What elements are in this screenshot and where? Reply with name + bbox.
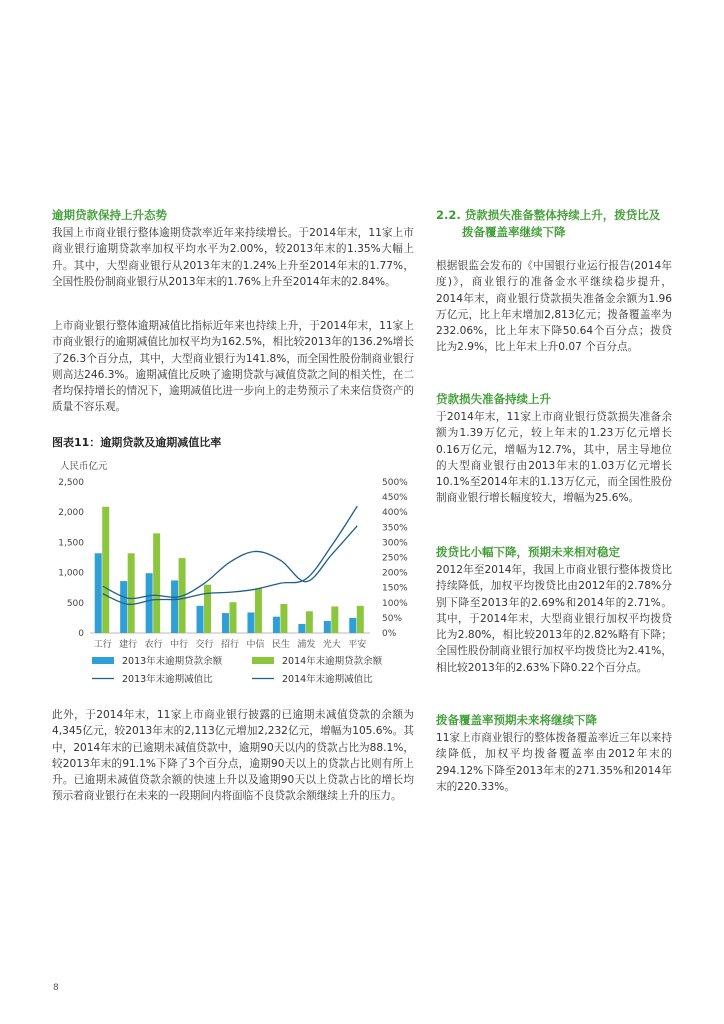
bar	[324, 621, 331, 633]
x-tick-label: 浦发	[297, 640, 316, 650]
y-left-tick-label: 1,500	[58, 538, 84, 549]
legend-label: 2014年末逾期贷款余额	[282, 656, 383, 667]
legend-label: 2013年末逾期减值比	[122, 674, 213, 685]
y-right-tick-label: 400%	[382, 508, 408, 519]
series-line	[103, 526, 358, 599]
paragraph-provision-1: 根据银监会发布的《中国银行业运行报告(2014年度)》，商业银行的准备金水平继续稳步提升，2014年末，商业银行贷款损失准备金余额为1.96万亿元，比上年末增加2,813亿元；拨备覆盖率为232.06%，比上年末下降50.64个百分点；拨贷比为2.9%，比上年末上升0.07 个百分点。	[436, 260, 672, 354]
bar	[153, 533, 160, 633]
paragraph-provision-3: 2012年至2014年，我国上市商业银行整体拨贷比持续降低，加权平均拨贷比由2012年的2.78%分别下降至2013年的2.69%和2014年的2.71%。其中，于2014年末，大型商业银行加权平均拨贷比为2.80%，相比较2013年的2.82%略有下降；全国性股份制商业银行加权平均拨贷比为2.41%，相比较2013年的2.63%下降0.22个百分点。	[436, 564, 672, 674]
section-title-line1: 2.2. 贷款损失准备整体持续上升，拨贷比及	[436, 208, 661, 222]
bar	[280, 604, 287, 633]
chart-bars	[95, 507, 364, 633]
x-tick-label: 中行	[170, 640, 189, 650]
x-tick-label: 招行	[220, 640, 240, 650]
heading-provision-ratio: 拨贷比小幅下降，预期未来相对稳定	[436, 545, 620, 559]
bar	[120, 581, 127, 633]
x-tick-label: 工行	[93, 640, 112, 650]
bar	[357, 606, 364, 633]
y-left-tick-label: 2,000	[58, 508, 84, 519]
bar	[146, 573, 153, 633]
paragraph-overdue-1: 我国上市商业银行整体逾期贷款率近年来持续增长。于2014年末，11家上市商业银行逾期贷款率加权平均水平为2.00%，较2013年末的1.35%大幅上升。其中，大型商业银行从2013年末的1.24%上升至2014年末的1.77%，全国性股份制商业银行从2013年末的1.76%上升至2014年末的2.84%。	[52, 227, 414, 288]
bar	[298, 624, 305, 633]
bar	[247, 612, 254, 633]
y-right-tick-label: 50%	[382, 613, 403, 624]
y-left-tick-label: 2,500	[58, 478, 84, 488]
bar	[230, 602, 237, 633]
x-tick-label: 民生	[271, 640, 290, 650]
paragraph-overdue-2: 上市商业银行整体逾期减值比指标近年来也持续上升，于2014年末，11家上市商业银行的逾期减值比加权平均为162.5%，相比较2013年的136.2%增长了26.3个百分点，其中，大型商业银行为141.8%，而全国性股份制商业银行则高达246.3%。逾期减值比反映了逾期贷款与减值贷款之间的相关性，在二者均保持增长的情况下，逾期减值比进一步向上的走势预示了未来信贷资产的质量不容乐观。	[52, 320, 414, 414]
chart-unit-label: 人民币亿元	[60, 461, 108, 472]
heading-overdue-loans: 逾期贷款保持上升态势	[52, 208, 167, 222]
bar	[171, 580, 178, 633]
chart-title: 图表11：逾期贷款及逾期减值比率	[52, 436, 222, 449]
bar	[128, 553, 135, 633]
page-number: 8	[53, 983, 59, 993]
bar	[222, 613, 229, 633]
legend-swatch	[252, 657, 274, 664]
series-line	[103, 506, 358, 604]
paragraph-provision-4: 11家上市商业银行的整体拨备覆盖率近三年以来持续降低，加权平均拨备覆盖率由2012年末的294.12%下降至2013年末的271.35%和2014年末的220.33%。	[436, 732, 672, 793]
legend-label: 2014年末逾期减值比	[282, 674, 373, 685]
y-right-tick-label: 350%	[382, 523, 408, 534]
y-right-tick-label: 150%	[382, 583, 408, 594]
x-tick-label: 建行	[119, 640, 138, 650]
bar	[197, 606, 204, 633]
overdue-chart	[40, 470, 420, 700]
bar	[306, 611, 313, 633]
bar	[102, 507, 109, 633]
y-left-tick-label: 500	[66, 598, 84, 609]
section-title	[436, 207, 686, 241]
bar	[273, 617, 280, 633]
x-tick-label: 交行	[195, 640, 214, 650]
x-tick-label: 光大	[322, 640, 341, 650]
bar	[204, 585, 211, 633]
heading-coverage-ratio: 拨备覆盖率预期未来将继续下降	[436, 713, 597, 727]
heading-provision-rise: 贷款损失准备持续上升	[436, 392, 551, 406]
y-right-tick-label: 0%	[382, 629, 397, 639]
legend-swatch	[92, 657, 114, 664]
y-right-tick-label: 500%	[382, 478, 408, 488]
paragraph-provision-2: 于2014年末，11家上市商业银行贷款损失准备余额为1.39万亿元，较上年末的1.23万亿元增长0.16万亿元，增幅为12.7%，其中，居主导地位的大型商业银行由2013年末的1.03万亿元增长10.1%至2014年末的1.13万亿元，而全国性股份制商业银行增长幅度较大，增幅为25.6%。	[436, 411, 672, 505]
x-tick-label: 中信	[246, 640, 265, 650]
bar	[331, 606, 338, 633]
y-right-tick-label: 200%	[382, 568, 408, 579]
y-right-tick-label: 250%	[382, 553, 408, 564]
x-tick-label: 平安	[348, 640, 367, 650]
y-right-tick-label: 100%	[382, 598, 408, 609]
x-tick-label: 农行	[144, 640, 163, 650]
paragraph-overdue-3: 此外，于2014年末，11家上市商业银行披露的已逾期未减值贷款的余额为4,345亿元，较2013年末的2,113亿元增加2,232亿元，增幅为105.6%。其中，2014年末的已逾期未减值贷款中，逾期90天以内的贷款占比为88.1%，较2013年末的91.1%下降了3个百分点，逾期90天以上的贷款占比则有所上升。已逾期未减值贷款余额的快速上升以及逾期90天以上贷款占比的增长均预示着商业银行在未来的一段期间内将面临不良贷款余额继续上升的压力。	[52, 709, 414, 803]
section-title-line2: 拨备覆盖率继续下降	[462, 225, 566, 239]
chart-legend	[92, 655, 383, 685]
y-right-tick-label: 300%	[382, 538, 408, 549]
y-right-tick-label: 450%	[382, 493, 408, 504]
bar	[255, 588, 262, 633]
bar	[95, 553, 102, 633]
bar	[349, 618, 356, 633]
y-left-tick-label: 1,000	[58, 568, 84, 579]
y-left-tick-label: 0	[78, 629, 84, 639]
chart-lines	[103, 506, 358, 604]
legend-label: 2013年末逾期贷款余额	[122, 656, 223, 667]
